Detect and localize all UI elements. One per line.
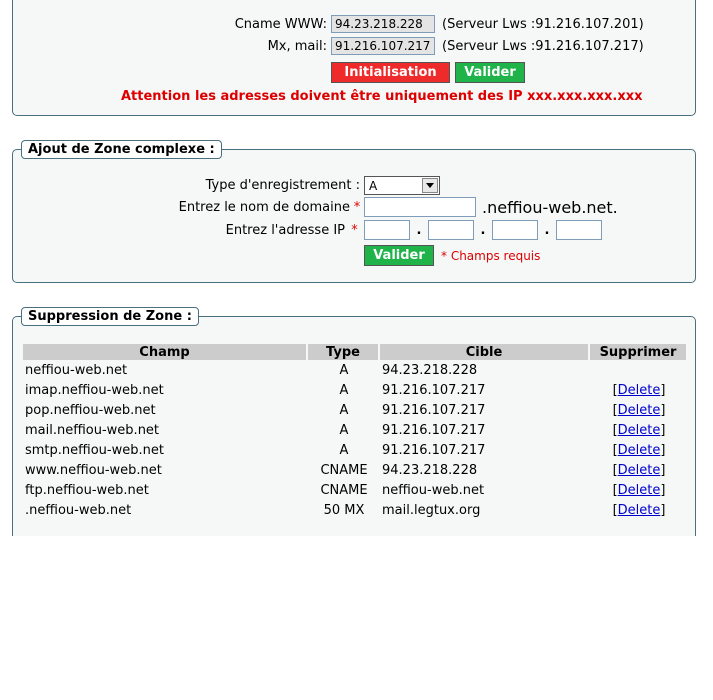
header-type: Type <box>308 344 378 360</box>
top-buttons <box>331 62 525 83</box>
table-row <box>23 500 686 520</box>
table-row <box>23 380 686 400</box>
record-type-select[interactable] <box>364 176 440 195</box>
ip-octet-4-input[interactable] <box>556 220 602 240</box>
zone-type: 50 MX <box>323 502 365 518</box>
ip-octet-3-input[interactable] <box>492 220 538 240</box>
zones-table-body <box>23 360 686 520</box>
bracket-open: [ <box>612 442 618 458</box>
bracket-open: [ <box>612 382 618 398</box>
bracket-open: [ <box>612 422 618 438</box>
delete-zone-panel <box>12 309 696 536</box>
zone-delete-cell <box>590 420 686 440</box>
bracket-close: ] <box>660 462 666 478</box>
add-zone-actions <box>364 245 540 266</box>
delete-link[interactable]: Delete <box>617 402 661 418</box>
domain-required-mark: * <box>353 199 361 215</box>
zone-delete-cell <box>590 480 686 500</box>
zone-type: CNAME <box>320 462 368 478</box>
zone-cible: 91.216.107.217 <box>382 402 486 418</box>
cname-row <box>13 15 644 33</box>
zone-delete-cell <box>590 360 686 380</box>
table-row <box>23 480 686 500</box>
zone-cible: mail.legtux.org <box>382 502 481 518</box>
zones-table <box>21 344 688 520</box>
bracket-close: ] <box>660 502 666 518</box>
header-cible: Cible <box>380 344 588 360</box>
zone-delete-cell <box>590 440 686 460</box>
zone-delete-cell <box>590 400 686 420</box>
bracket-open: [ <box>612 462 618 478</box>
bracket-close: ] <box>660 422 666 438</box>
delete-link[interactable]: Delete <box>617 422 661 438</box>
delete-link[interactable]: Delete <box>617 482 661 498</box>
zone-type: A <box>339 422 349 438</box>
zone-type: CNAME <box>320 482 368 498</box>
delete-link[interactable]: Delete <box>617 382 661 398</box>
zone-type: A <box>339 402 349 418</box>
table-row <box>23 400 686 420</box>
zone-cible: 94.23.218.228 <box>382 362 478 378</box>
zone-type: A <box>339 442 349 458</box>
zone-champ: imap.neffiou-web.net <box>25 382 164 398</box>
zone-delete-cell <box>590 460 686 480</box>
ip-label: Entrez l'adresse IP <box>225 222 345 238</box>
bracket-close: ] <box>660 382 666 398</box>
zone-delete-cell <box>590 500 686 520</box>
table-row <box>23 420 686 440</box>
ip-row <box>13 220 602 240</box>
cname-server-note: (Serveur Lws :91.216.107.201) <box>442 16 644 32</box>
domain-name-input[interactable] <box>364 197 476 217</box>
ip-warning: Attention les adresses doivent être uniquement des IP xxx.xxx.xxx.xxx <box>121 89 643 104</box>
initialisation-button[interactable]: Initialisation <box>331 62 450 83</box>
table-row <box>23 440 686 460</box>
zone-champ: www.neffiou-web.net <box>25 462 162 478</box>
cname-label: Cname WWW: <box>234 16 327 32</box>
zone-cible: 91.216.107.217 <box>382 442 486 458</box>
delete-link[interactable]: Delete <box>617 502 661 518</box>
ip-dot-3: . <box>544 222 550 238</box>
add-zone-panel <box>12 142 696 283</box>
domain-row <box>13 197 618 217</box>
ip-dot-1: . <box>416 222 422 238</box>
table-row <box>23 460 686 480</box>
bracket-open: [ <box>612 502 618 518</box>
required-fields-note: * Champs requis <box>441 248 541 263</box>
header-champ: Champ <box>23 344 306 360</box>
zone-cible: 94.23.218.228 <box>382 462 478 478</box>
record-type-row <box>13 176 440 195</box>
record-type-label: Type d'enregistrement : <box>205 178 360 193</box>
bracket-close: ] <box>660 402 666 418</box>
zone-delete-cell <box>590 380 686 400</box>
table-row <box>23 360 686 380</box>
domain-label: Entrez le nom de domaine <box>178 199 350 215</box>
bracket-close: ] <box>660 482 666 498</box>
zone-champ: .neffiou-web.net <box>25 502 132 518</box>
bracket-open: [ <box>612 402 618 418</box>
delete-link[interactable]: Delete <box>617 442 661 458</box>
record-type-value: A <box>369 178 378 193</box>
zone-type: A <box>339 362 349 378</box>
zone-cible: 91.216.107.217 <box>382 382 486 398</box>
chevron-down-icon[interactable] <box>422 178 438 193</box>
zone-cible: 91.216.107.217 <box>382 422 486 438</box>
zone-type: A <box>339 382 349 398</box>
zone-champ: pop.neffiou-web.net <box>25 402 156 418</box>
mx-row <box>13 37 644 55</box>
zone-champ: ftp.neffiou-web.net <box>25 482 149 498</box>
cname-www-input[interactable] <box>331 15 435 33</box>
mx-server-note: (Serveur Lws :91.216.107.217) <box>442 38 644 54</box>
zone-champ: neffiou-web.net <box>25 362 128 378</box>
domain-suffix: .neffiou-web.net. <box>482 197 618 217</box>
mx-label: Mx, mail: <box>267 38 327 54</box>
bracket-close: ] <box>660 442 666 458</box>
ip-octet-2-input[interactable] <box>428 220 474 240</box>
ip-dot-2: . <box>480 222 486 238</box>
zone-cible: neffiou-web.net <box>382 482 485 498</box>
ip-octet-1-input[interactable] <box>364 220 410 240</box>
zones-table-header <box>23 344 686 360</box>
zone-champ: smtp.neffiou-web.net <box>25 442 164 458</box>
delete-zone-legend: Suppression de Zone : <box>21 307 199 326</box>
mx-mail-input[interactable] <box>331 37 435 55</box>
top-validate-button[interactable]: Valider <box>455 62 525 83</box>
add-zone-legend: Ajout de Zone complexe : <box>21 140 222 159</box>
zone-champ: mail.neffiou-web.net <box>25 422 160 438</box>
ip-required-mark: * <box>351 222 358 238</box>
add-zone-validate-button[interactable]: Valider <box>364 245 434 266</box>
bracket-open: [ <box>612 482 618 498</box>
delete-link[interactable]: Delete <box>617 462 661 478</box>
header-supprimer: Supprimer <box>590 344 686 360</box>
initialization-panel <box>12 0 696 116</box>
